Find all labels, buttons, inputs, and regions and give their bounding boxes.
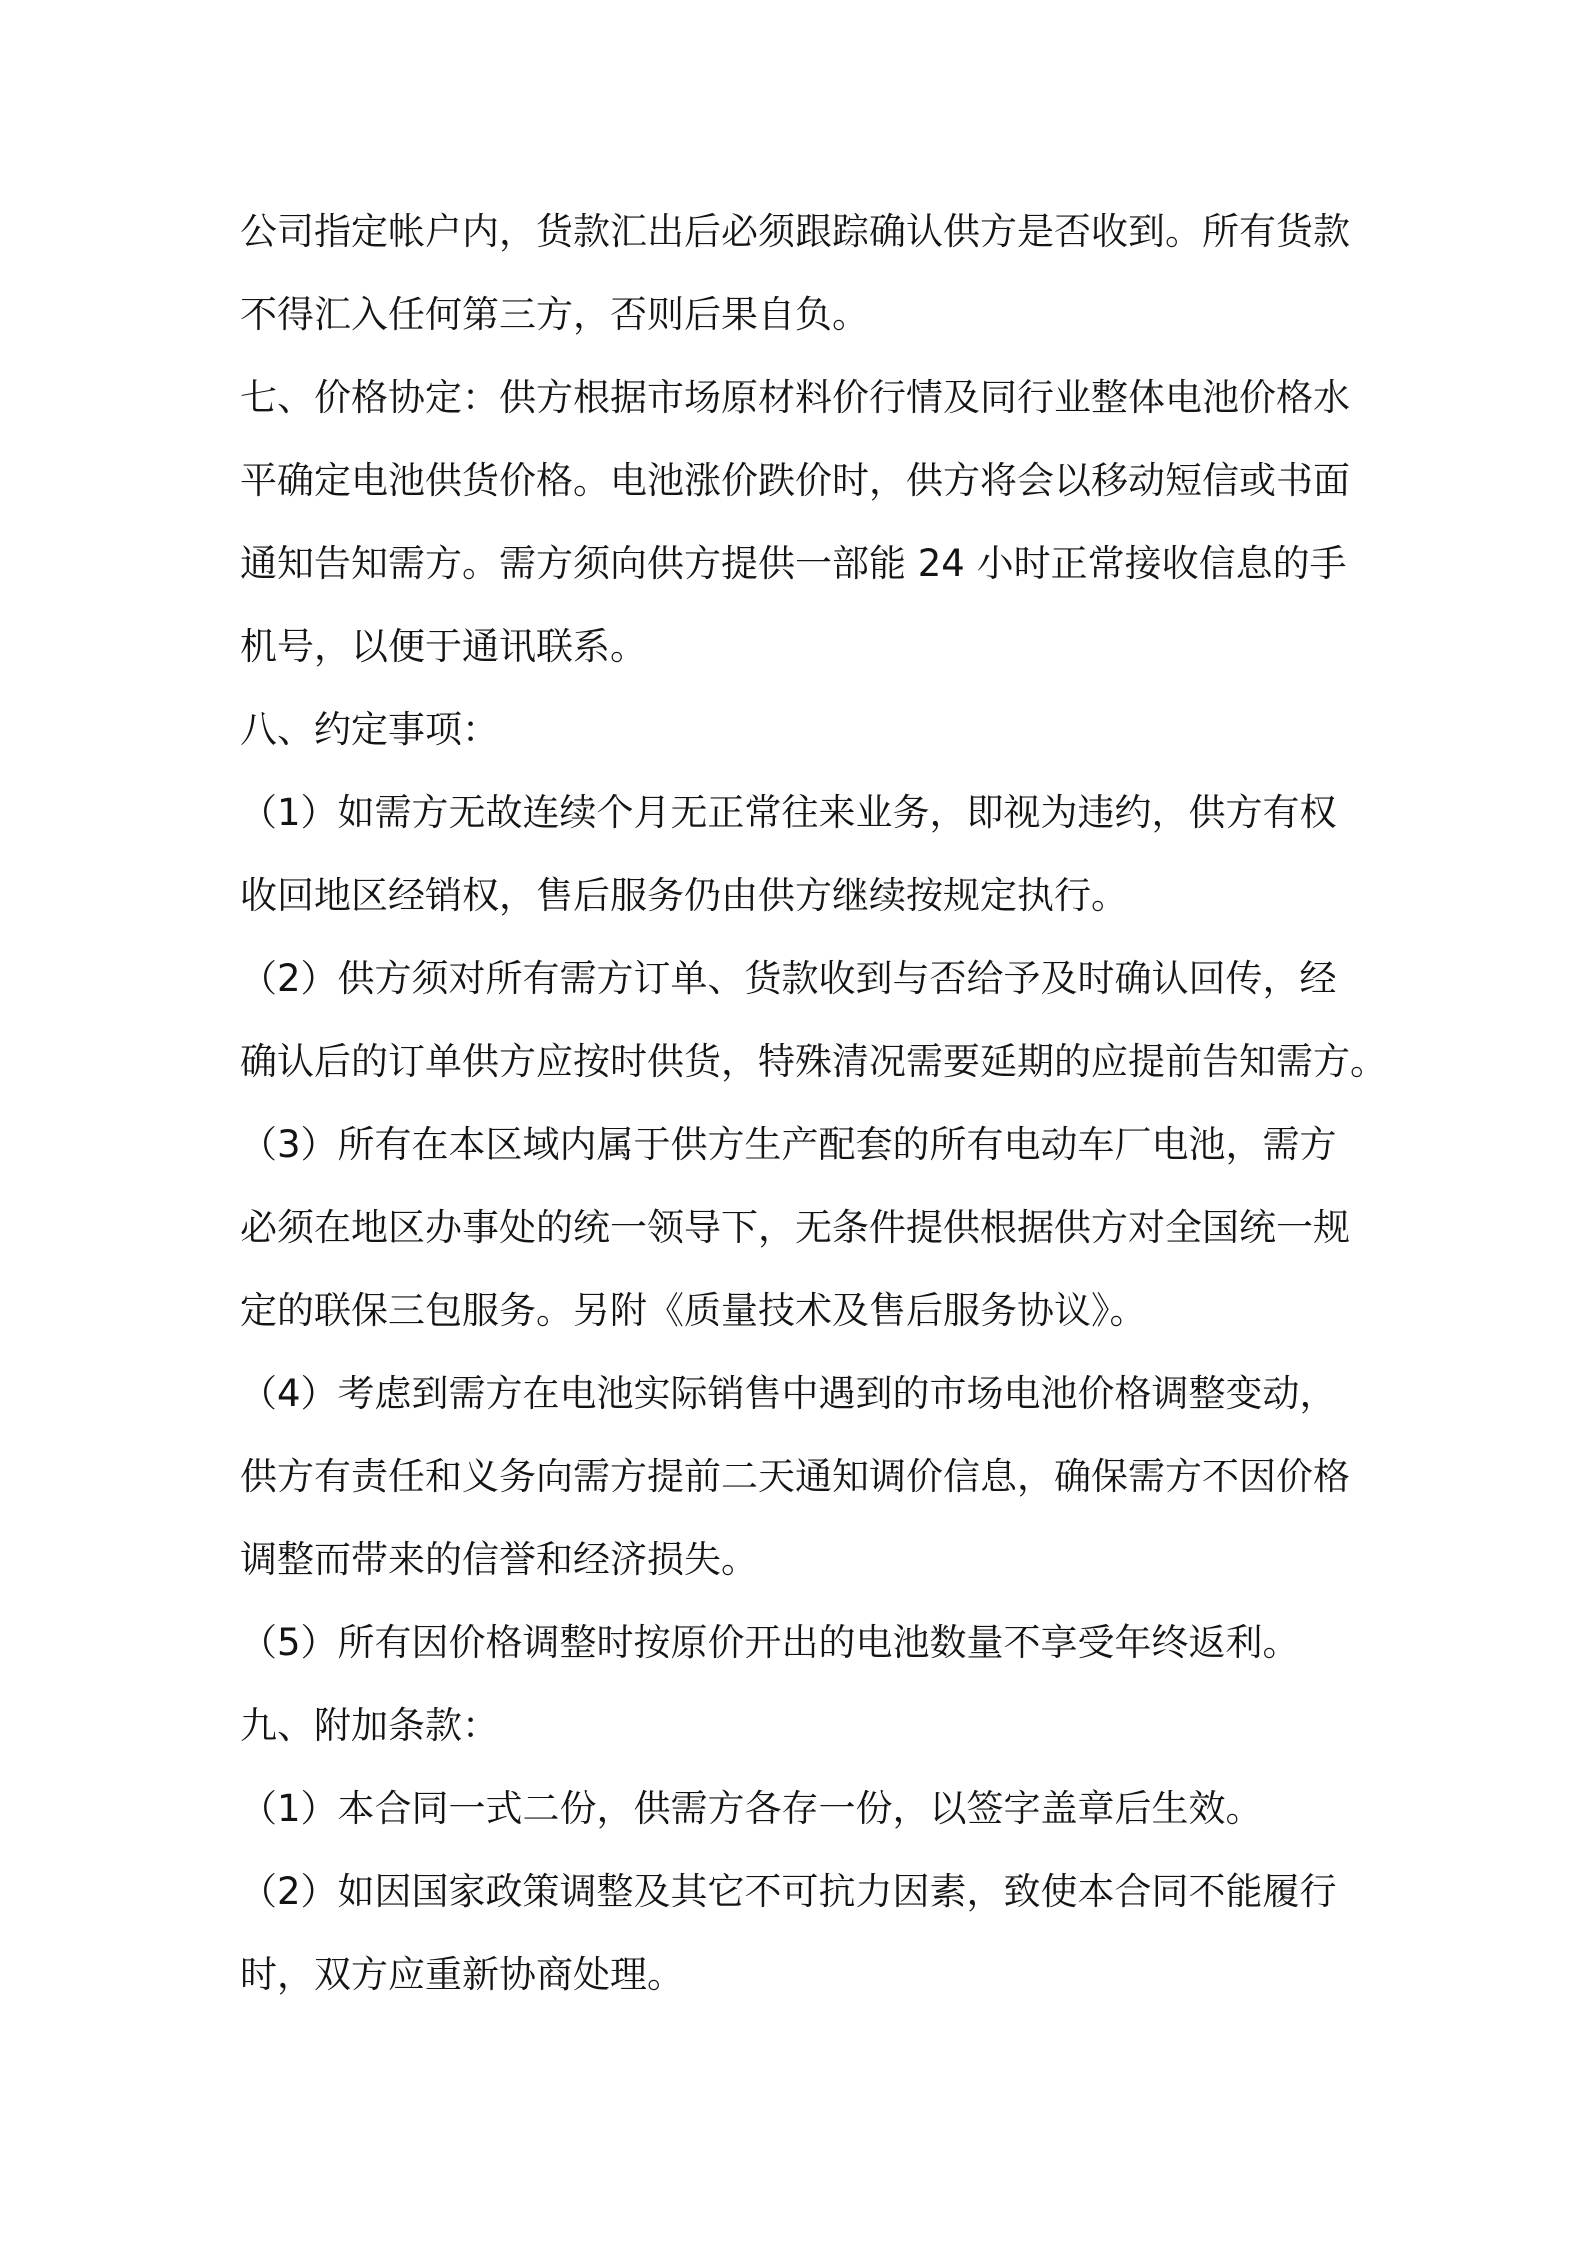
clause-line: （2）如因国家政策调整及其它不可抗力因素，致使本合同不能履行 xyxy=(240,1870,1337,1913)
section-heading-price: 七、价格协定：供方根据市场原材料价行情及同行业整体电池价格水 xyxy=(240,376,1350,419)
text-line: 通知告知需方。需方须向供方提供一部能 24 小时正常接收信息的手 xyxy=(240,542,1347,585)
text-line: 时，双方应重新协商处理。 xyxy=(240,1953,684,1996)
text-line: 平确定电池供货价格。电池涨价跌价时，供方将会以移动短信或书面 xyxy=(240,459,1350,502)
text-line: 公司指定帐户内，货款汇出后必须跟踪确认供方是否收到。所有货款 xyxy=(240,210,1350,253)
clause-line: （2）供方须对所有需方订单、货款收到与否给予及时确认回传，经 xyxy=(240,957,1337,1000)
text-line: 不得汇入任何第三方，否则后果自负。 xyxy=(240,293,869,336)
text-line: 定的联保三包服务。另附《质量技术及售后服务协议》。 xyxy=(240,1289,1147,1332)
clause-line: （4）考虑到需方在电池实际销售中遇到的市场电池价格调整变动， xyxy=(240,1372,1337,1415)
section-heading-additional: 九、附加条款： xyxy=(240,1704,499,1747)
text-line: 机号，以便于通讯联系。 xyxy=(240,625,647,668)
text-line: 确认后的订单供方应按时供货，特殊清况需要延期的应提前告知需方。 xyxy=(240,1040,1387,1083)
clause-line: （3）所有在本区域内属于供方生产配套的所有电动车厂电池，需方 xyxy=(240,1123,1337,1166)
section-heading-terms: 八、约定事项： xyxy=(240,708,499,751)
text-line: 必须在地区办事处的统一领导下，无条件提供根据供方对全国统一规 xyxy=(240,1206,1350,1249)
text-line: 供方有责任和义务向需方提前二天通知调价信息，确保需方不因价格 xyxy=(240,1455,1350,1498)
text-line: 调整而带来的信誉和经济损失。 xyxy=(240,1538,758,1581)
clause-line: （1）如需方无故连续个月无正常往来业务，即视为违约，供方有权 xyxy=(240,791,1337,834)
clause-line: （5）所有因价格调整时按原价开出的电池数量不享受年终返利。 xyxy=(240,1621,1300,1664)
contract-text xyxy=(240,190,1387,2016)
clause-line: （1）本合同一式二份，供需方各存一份，以签字盖章后生效。 xyxy=(240,1787,1263,1830)
text-line: 收回地区经销权，售后服务仍由供方继续按规定执行。 xyxy=(240,874,1128,917)
